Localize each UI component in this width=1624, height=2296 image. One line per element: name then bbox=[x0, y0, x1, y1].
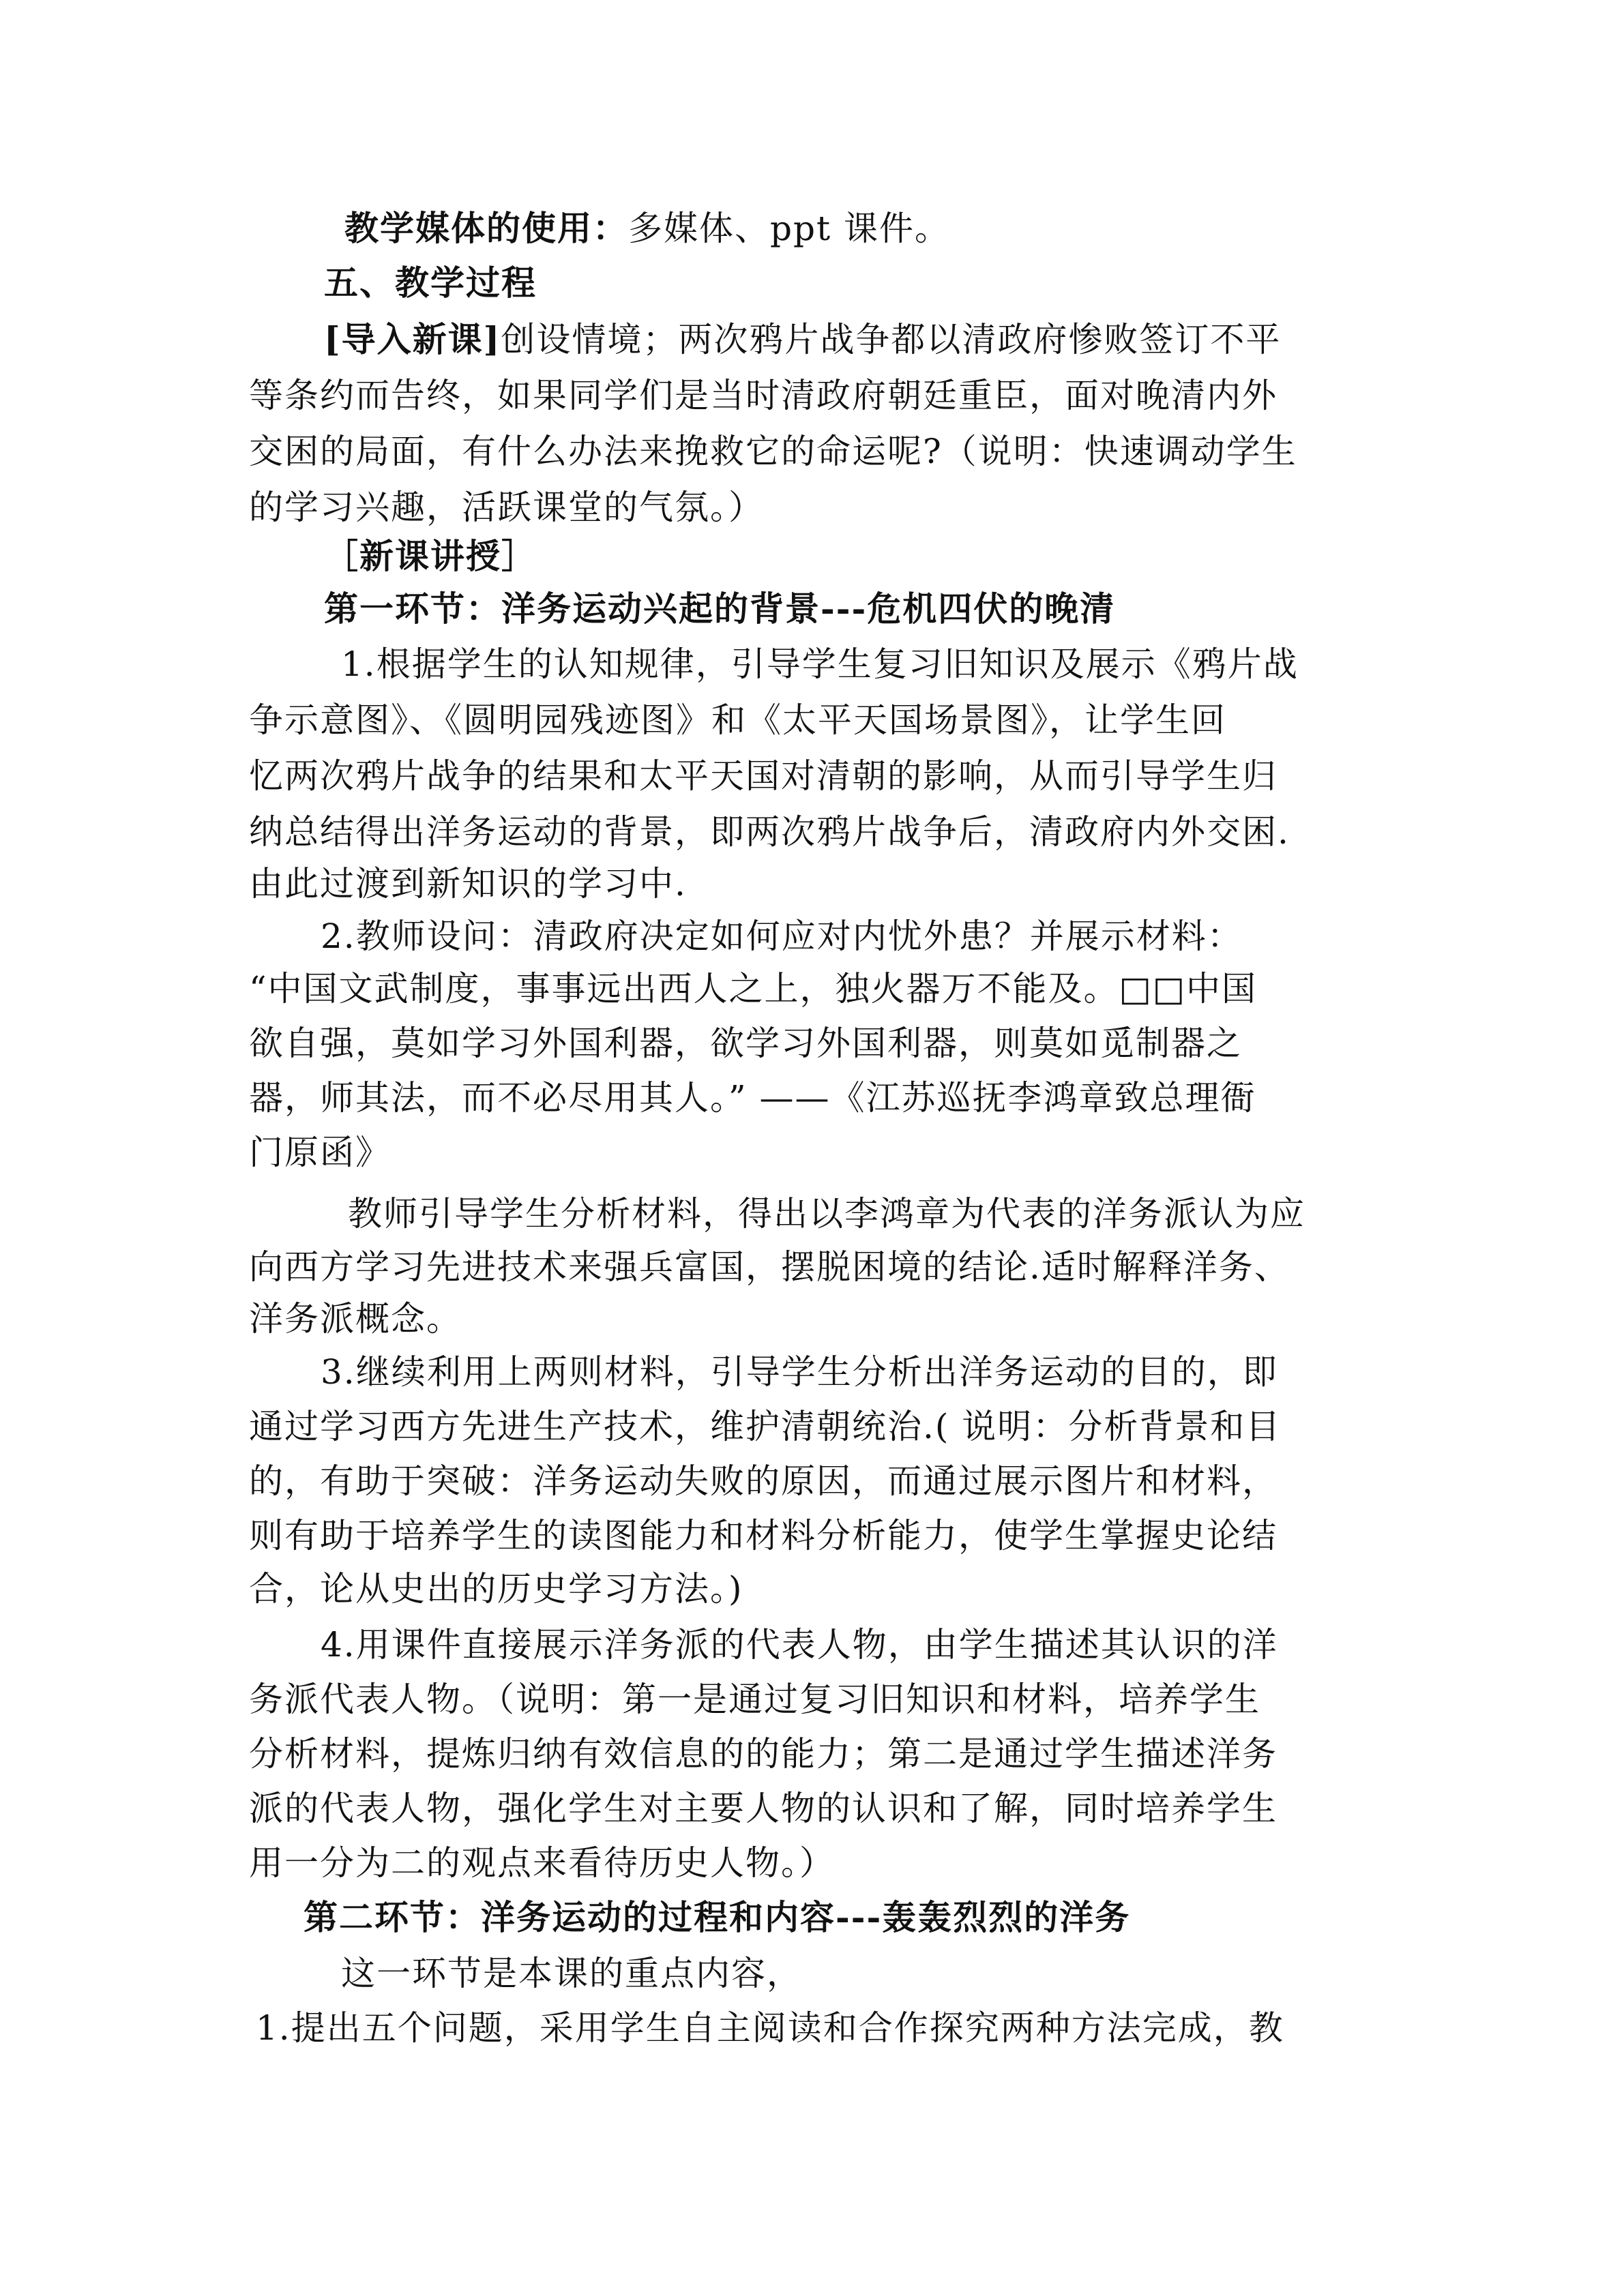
part1-item4-line-3: 分析材料，提炼归纳有效信息的的能力；第二是通过学生描述洋务 bbox=[249, 1734, 1278, 1774]
part1-item1-line-3: 忆两次鸦片战争的结果和太平天国对清朝的影响，从而引导学生归 bbox=[249, 756, 1278, 796]
part1-item4-line-4: 派的代表人物，强化学生对主要人物的认识和了解，同时培养学生 bbox=[249, 1789, 1278, 1828]
media-line bbox=[344, 201, 950, 256]
part1-analysis-line-2: 向西方学习先进技术来强兵富国，摆脱困境的结论.适时解释洋务、 bbox=[249, 1247, 1290, 1287]
media-value: 多媒体、ppt 课件。 bbox=[628, 209, 950, 248]
part1-item3-line-3: 的，有助于突破：洋务运动失败的原因，而通过展示图片和材料， bbox=[249, 1461, 1278, 1501]
media-label: 教学媒体的使用： bbox=[344, 208, 628, 248]
part1-item4-line-1: 4.用课件直接展示洋务派的代表人物，由学生描述其认识的洋 bbox=[321, 1625, 1278, 1665]
new-lesson-label: ［新课讲授］ bbox=[324, 536, 537, 576]
part1-item2-line-2: “中国文武制度，事事远出西人之上，独火器万不能及。□□中国 bbox=[249, 969, 1258, 1009]
part1-item3-line-2: 通过学习西方先进生产技术，维护清朝统治.( 说明：分析背景和目 bbox=[249, 1407, 1282, 1446]
part1-item1-line-4: 纳总结得出洋务运动的背景，即两次鸦片战争后，清政府内外交困. bbox=[249, 812, 1290, 852]
intro-line-1 bbox=[324, 312, 1281, 367]
intro-text-1: 创设情境；两次鸦片战争都以清政府惨败签订不平 bbox=[501, 320, 1282, 359]
part1-item1-line-5: 由此过渡到新知识的学习中. bbox=[249, 864, 687, 904]
part1-item1-line-1: 1.根据学生的认知规律，引导学生复习旧知识及展示《鸦片战 bbox=[341, 644, 1299, 684]
intro-line-3: 交困的局面，有什么办法来挽救它的命运呢?（说明：快速调动学生 bbox=[249, 432, 1297, 471]
section-heading: 五、教学过程 bbox=[324, 263, 537, 303]
part1-analysis-line-1: 教师引导学生分析材料，得出以李鸿章为代表的洋务派认为应 bbox=[348, 1194, 1305, 1234]
part1-analysis-line-3: 洋务派概念。 bbox=[249, 1299, 462, 1339]
intro-label: [导入新课] bbox=[324, 319, 501, 359]
part1-heading: 第一环节：洋务运动兴起的背景---危机四伏的晚清 bbox=[324, 588, 1116, 629]
part1-item2-line-3: 欲自强，莫如学习外国利器，欲学习外国利器，则莫如觅制器之 bbox=[249, 1024, 1242, 1063]
part1-item4-line-2: 务派代表人物。（说明：第一是通过复习旧知识和材料，培养学生 bbox=[249, 1680, 1260, 1719]
part1-item2-line-4: 器，师其法，而不必尽用其人。” ——《江苏巡抚李鸿章致总理衙 bbox=[249, 1078, 1256, 1118]
part1-item2-line-1: 2.教师设问：清政府决定如何应对内忧外患？并展示材料： bbox=[321, 916, 1243, 956]
part1-item4-line-5: 用一分为二的观点来看待历史人物。） bbox=[249, 1843, 835, 1883]
part1-item2-line-5: 门原函》 bbox=[249, 1133, 391, 1172]
part1-item1-line-2: 争示意图》、《圆明园残迹图》和《太平天国场景图》，让学生回 bbox=[249, 700, 1226, 740]
part2-heading: 第二环节：洋务运动的过程和内容---轰轰烈烈的洋务 bbox=[304, 1897, 1131, 1937]
intro-line-4: 的学习兴趣，活跃课堂的气氛。） bbox=[249, 488, 764, 527]
part1-item3-line-1: 3.继续利用上两则材料，引导学生分析出洋务运动的目的，即 bbox=[321, 1352, 1278, 1392]
part1-item3-line-4: 则有助于培养学生的读图能力和材料分析能力，使学生掌握史论结 bbox=[249, 1516, 1278, 1555]
part2-intro: 这一环节是本课的重点内容， bbox=[341, 1954, 802, 1993]
part1-item3-line-5: 合，论从史出的历史学习方法。) bbox=[249, 1569, 743, 1609]
part2-item1-line-1: 1.提出五个问题，采用学生自主阅读和合作探究两种方法完成，教 bbox=[256, 2008, 1284, 2048]
intro-line-2: 等条约而告终，如果同学们是当时清政府朝廷重臣，面对晚清内外 bbox=[249, 376, 1278, 415]
